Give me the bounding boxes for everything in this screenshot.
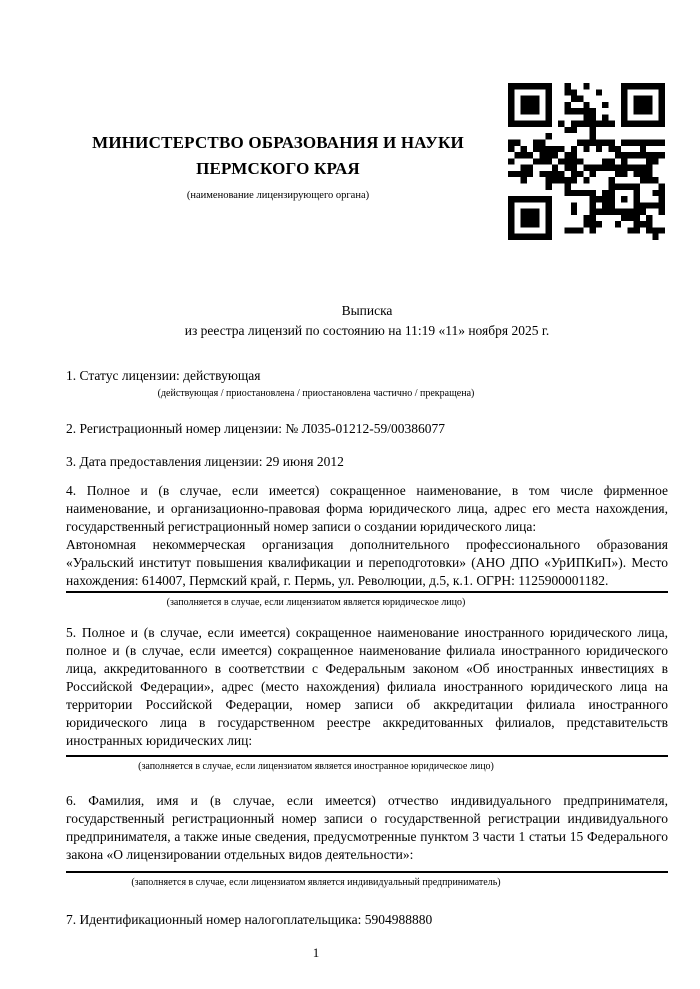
title-line2: из реестра лицензий по состоянию на 11:19 «11» ноября 2025 г. (184, 323, 550, 338)
title-line1: Выписка (341, 303, 393, 318)
section-foreign-entity (66, 624, 668, 774)
license-grant-date: 3. Дата предоставления лицензии: 29 июня 2012 (66, 454, 344, 469)
individual-entrepreneur-intro: 6. Фамилия, имя и (в случае, если имеется) отчество индивидуального предпринимателя, государственный регистрационный номер записи о государственной регистрации индивидуального предпринимателя, а также иные сведения, предусмотренные пунктом 3 части 1 статьи 15 Федерального закона «О лицензировании отдельных видов деятельности»: (66, 793, 668, 862)
individual-entrepreneur-caption: (заполняется в случае, если лицензиатом является индивидуальный предприниматель) (131, 877, 501, 888)
section-individual-entrepreneur (66, 792, 668, 890)
legal-entity-caption: (заполняется в случае, если лицензиатом является юридическое лицо) (166, 597, 466, 608)
page-number: 1 (312, 945, 320, 960)
individual-entrepreneur-blank-line (66, 864, 668, 873)
legal-entity-value: Автономная некоммерческая организация дополнительного профессионального образования «Уральский институт повышения квалификации и переподготовки» (АНО ДПО «УрИПКиП»). Место нахождения: 614007, Пермский край, г. Пермь, ул. Революции, д.5, к.1. ОГРН: 1125900001182. (66, 536, 668, 593)
license-status-options-caption: (действующая / приостановлена / приостановлена частично / прекращена) (157, 388, 475, 399)
foreign-entity-blank-line (66, 750, 668, 757)
section-legal-entity (66, 482, 668, 610)
document-title (66, 301, 668, 341)
qr-code-image (508, 83, 665, 240)
license-status: 1. Статус лицензии: действующая (66, 368, 261, 383)
ministry-name-line1: МИНИСТЕРСТВО ОБРАЗОВАНИЯ И НАУКИ (92, 133, 464, 152)
ministry-header (66, 0, 490, 202)
legal-entity-intro: 4. Полное и (в случае, если имеется) сокращенное наименование, в том числе фирменное наименование, и организационно-правовая форма юридического лица, адрес его места нахождения, государственный регистрационный номер записи о создании юридического лица: (66, 483, 668, 534)
taxpayer-id: 7. Идентификационный номер налогоплательщика: 5904988880 (66, 912, 433, 927)
foreign-entity-intro: 5. Полное и (в случае, если имеется) сокращенное наименование иностранного юридического лица, полное и (в случае, если имеется) сокращенное наименование филиала иностранного юридического лица, аккредитованного в соответствии с Федеральным законом «Об иностранных инвестициях в Российской Федерации», адрес (место нахождения) филиала иностранного юридического лица на территории Российской Федерации, номер записи об аккредитации филиала иностранного юридического лица в государственном реестре аккредитованных филиалов, представительств иностранных юридических лиц: (66, 625, 668, 748)
ministry-name-line2: ПЕРМСКОГО КРАЯ (196, 159, 360, 178)
foreign-entity-caption: (заполняется в случае, если лицензиатом является иностранное юридическое лицо) (138, 761, 494, 772)
ministry-caption: (наименование лицензирующего органа) (186, 190, 370, 201)
license-registration-number: 2. Регистрационный номер лицензии: № Л035-01212-59/00386077 (66, 421, 446, 436)
qr-code (508, 83, 665, 240)
